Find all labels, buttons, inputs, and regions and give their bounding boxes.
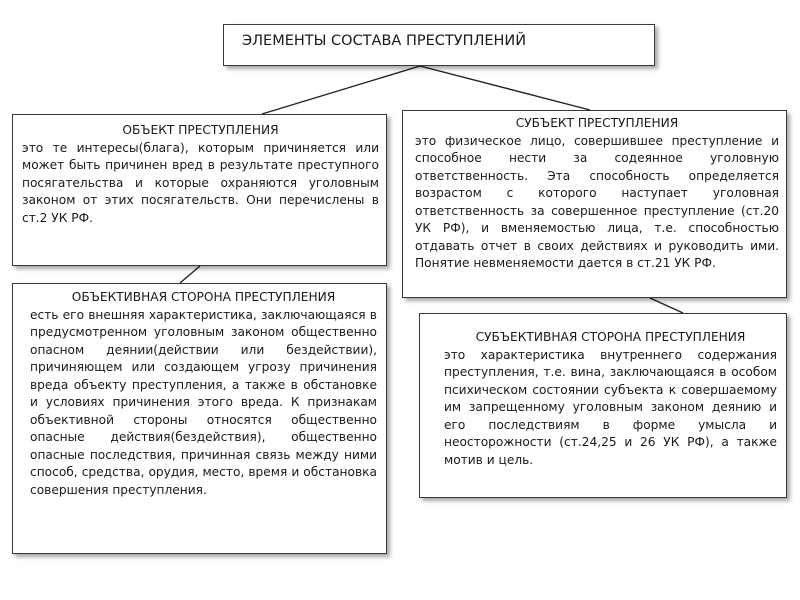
connector-title-object [262,66,420,114]
subject-box [402,110,787,298]
objective-side-box [12,283,387,554]
subjective-side-text: это характеристика внутреннего содержания преступления, т.е. вина, заключающаяся в особом психическом состоянии субъекта к совершаемому им запрещенному уголовным законом деянию и его последствиям в форме умысла и неосторожности (ст.24,25 и 26 УК РФ), а также мотив и цель. [444,347,777,467]
objective-side-heading: ОБЪЕКТИВНАЯ СТОРОНА ПРЕСТУПЛЕНИЯ [71,290,336,304]
objective-side-text: есть его внешняя характеристика, заключающаяся в предусмотренном уголовным законом общественно опасном деянии(действии или бездействии), причиняющем или создающем угрозу причинения вреда объекту преступления, а также в обстановке и условиях причинения этого вреда. К признакам объективной стороны относятся общественно опасные действия(бездействия), общественно опасные последствия, причинная связь между ними способ, средства, орудия, место, время и обстановка совершения преступления. [30,307,377,497]
diagram-title: ЭЛЕМЕНТЫ СОСТАВА ПРЕСТУПЛЕНИЙ [242,33,527,49]
subjective-side-heading: СУБЪЕКТИВНАЯ СТОРОНА ПРЕСТУПЛЕНИЯ [475,330,746,344]
connector-object-objective-side [180,266,200,283]
connector-title-subject [420,66,590,110]
object-box [12,114,387,266]
object-heading: ОБЪЕКТ ПРЕСТУПЛЕНИЯ [122,123,279,137]
subject-text: это физическое лицо, совершившее преступление и способное нести за содеянное уголовную ответственность. Эта способность определяется возрастом с которого наступает уголовная ответственность за совершенное преступление (ст.20 УК РФ), и вменяемостью лица, т.е. способностью отдавать отчет в своих действиях и руководить ими. Понятие невменяемости дается в ст.21 УК РФ. [415,133,779,270]
subject-heading: СУБЪЕКТ ПРЕСТУПЛЕНИЯ [515,116,679,130]
connector-subject-subjective-side [650,298,683,313]
title-box [223,24,655,66]
object-text: это те интересы(блага), которым причиняется или может быть причинен вред в результате преступного посягательства и которые охраняются уголовным законом от этих посягательств. Они перечислены в ст.2 УК РФ. [22,140,379,225]
subjective-side-box [419,313,787,498]
